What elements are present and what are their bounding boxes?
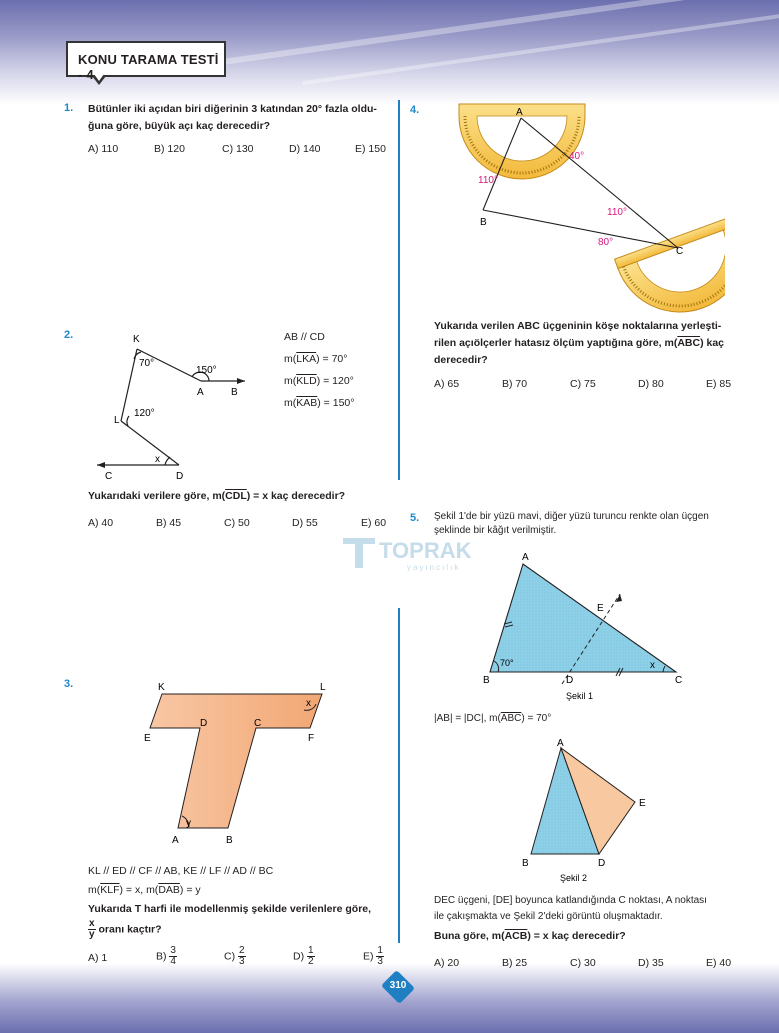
question-text-line: DEC üçgeni, [DE] boyunca katlandığında C noktası, A noktası [434, 895, 707, 906]
question-number: 1. [64, 102, 74, 114]
footer-band [0, 963, 779, 1033]
question-4-text [434, 318, 724, 369]
option-a[interactable]: A) 20 [434, 957, 460, 969]
fig-label: L [114, 415, 120, 426]
angle-label: 110° [478, 175, 498, 186]
option-d[interactable]: D) 55 [292, 517, 318, 529]
fig-label: 70° [139, 358, 155, 369]
angle-label: 80° [598, 237, 614, 248]
fig-label: x [155, 454, 160, 465]
question-number: 3. [64, 678, 74, 690]
question-text-line: şeklinde bir kâğıt verilmiştir. [434, 525, 557, 536]
fig-label: L [320, 682, 326, 693]
q5-given: |AB| = |DC|, $m(\overline{ABC}) = 70^\circ$ [434, 713, 552, 724]
given-line: $m(\overline{KLF}) = x$, $m(\overline{DAB}) = y$ [88, 884, 201, 896]
angle-label: 110° [607, 207, 627, 218]
fig-label: B [231, 387, 238, 398]
fig-label: C [675, 675, 683, 686]
fig-label: y [186, 818, 191, 829]
option-c[interactable]: C) 75 [570, 378, 596, 390]
q5-text [434, 893, 707, 925]
question-5-text: Buna göre, $m(\overline{ACB}) = x$ kaç derecedir? [434, 930, 626, 942]
angle-label: 70° [500, 658, 514, 668]
option-d[interactable]: D) 140 [289, 143, 321, 155]
option-c[interactable]: C) $\frac{2}{3}$ [224, 945, 245, 967]
fig-label: x [306, 698, 311, 709]
option-e[interactable]: E) 60 [361, 517, 387, 529]
q2-given [284, 326, 354, 414]
title-pointer [92, 76, 106, 85]
option-a[interactable]: A) 110 [88, 143, 119, 155]
option-b[interactable]: B) 45 [156, 517, 182, 529]
question-3-text [88, 901, 371, 940]
option-e[interactable]: E) 40 [706, 957, 732, 969]
question-number: 4. [410, 104, 420, 116]
protractor-c [615, 214, 725, 316]
question-text-line: Şekil 1'de bir yüzü mavi, diğer yüzü turuncu renkte olan üçgen [434, 511, 709, 522]
fig-label: 150° [196, 365, 217, 376]
fig-label: F [308, 733, 315, 744]
option-a[interactable]: A) 65 [434, 378, 460, 390]
fig-label: D [566, 675, 574, 686]
q2-figure [85, 325, 285, 485]
fig-label: 120° [134, 408, 155, 419]
fig-label: A [172, 835, 179, 846]
fig-label: E [639, 798, 646, 809]
fig-label: A [522, 552, 529, 563]
fig-label: A [516, 107, 523, 118]
q4-figure [455, 98, 725, 316]
fig-label: E [597, 603, 604, 614]
option-b[interactable]: B) 70 [502, 378, 528, 390]
q3-figure [140, 680, 340, 850]
question-text-line: $\frac{x}{y}$ oranı kaçtır? [89, 918, 162, 940]
test-title: KONU TARAMA TESTİ - 4 [78, 52, 219, 82]
fig-label: D [200, 718, 208, 729]
option-a[interactable]: A) 40 [88, 517, 114, 529]
option-b[interactable]: B) 25 [502, 957, 528, 969]
given-line: AB // CD [284, 331, 325, 343]
fig-label: A [197, 387, 204, 398]
fig-label: K [133, 334, 140, 345]
angle-label: 40° [569, 151, 585, 162]
question-text-line: rilen açıölçerler hatasız ölçüm yaptığına göre, $m(\overline{ABC})$ kaç [434, 337, 725, 349]
given-line: KL // ED // CF // AB, KE // LF // AD // BC [88, 865, 274, 877]
option-c[interactable]: C) 130 [222, 143, 254, 155]
page-number: 310 [389, 980, 407, 991]
fig-label: C [254, 718, 262, 729]
question-text-line: Yukarıda T harfi ile modellenmiş şekilde verilenlere göre, [88, 903, 372, 915]
option-d[interactable]: D) 35 [638, 957, 664, 969]
question-1-text [88, 101, 377, 135]
figure-caption: Şekil 2 [560, 873, 588, 883]
fig-label: D [598, 858, 606, 869]
question-text-line: Bütünler iki açıdan biri diğerinin 3 katından 20° fazla oldu- [88, 103, 377, 115]
fig-label: C [105, 471, 113, 482]
question-number: 2. [64, 329, 74, 341]
given-line: $m(\overline{KAB}) = 150^\circ$ [284, 397, 355, 409]
fig-label: E [144, 733, 151, 744]
option-b[interactable]: B) $\frac{3}{4}$ [156, 945, 176, 967]
fig-label: B [522, 858, 529, 869]
option-d[interactable]: D) 80 [638, 378, 664, 390]
option-d[interactable]: D) $\frac{1}{2}$ [293, 945, 314, 967]
q5-figure-1 [478, 550, 698, 702]
given-line: $m(\overline{LKA}) = 70^\circ$ [284, 353, 348, 365]
option-e[interactable]: E) 85 [706, 378, 732, 390]
question-text-line: derecedir? [434, 354, 488, 366]
question-text-line: ğuna göre, büyük açı kaç derecedir? [88, 120, 271, 132]
option-c[interactable]: C) 50 [224, 517, 250, 529]
column-divider [398, 100, 400, 480]
test-title-box [66, 41, 226, 82]
fig-label: x [650, 660, 655, 671]
question-text-line: Yukarıda verilen ABC üçgeninin köşe noktalarına yerleşti- [434, 320, 722, 332]
option-a[interactable]: A) 1 [88, 952, 108, 964]
fraction: $\frac{x}{y}$ [89, 918, 95, 940]
option-e[interactable]: E) 150 [355, 143, 386, 155]
question-2-text: Yukarıdaki verilere göre, $m(\overline{CDL}) = x$ kaç derecedir? [88, 490, 346, 502]
fig-label: B [480, 217, 487, 228]
fig-label: B [226, 835, 233, 846]
column-divider [398, 608, 400, 943]
watermark-brand: TOPRAK [379, 538, 472, 563]
figure-caption: Şekil 1 [566, 691, 594, 701]
q3-given [88, 862, 273, 900]
question-5-intro [434, 510, 709, 538]
option-b[interactable]: B) 120 [154, 143, 185, 155]
fig-label: A [557, 738, 564, 749]
given-line: $m(\overline{KLD}) = 120^\circ$ [284, 375, 354, 387]
fig-label: B [483, 675, 490, 686]
question-number: 5. [410, 512, 420, 524]
fig-label: K [158, 682, 165, 693]
fig-label: D [176, 471, 184, 482]
question-text-line: ile çakışmakta ve Şekil 2'deki görüntü oluşmaktadır. [434, 911, 663, 922]
option-c[interactable]: C) 30 [570, 957, 596, 969]
q5-figure-2 [515, 734, 655, 884]
option-e[interactable]: E) $\frac{1}{3}$ [363, 945, 383, 967]
fig-label: C [676, 246, 684, 257]
watermark-sub: yayıncılık [407, 563, 461, 572]
